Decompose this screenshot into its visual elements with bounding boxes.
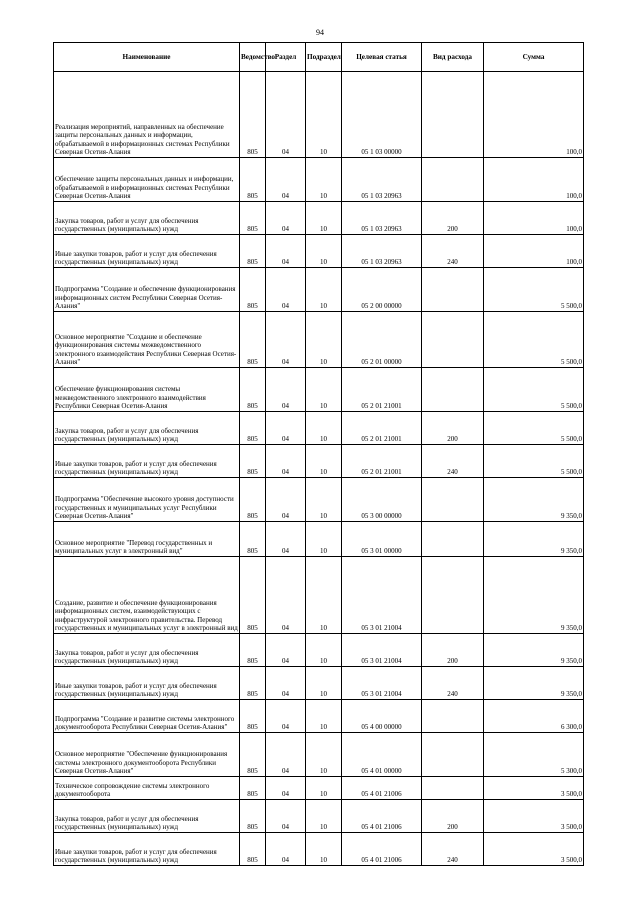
table-row <box>54 268 584 312</box>
cell-expense-type <box>422 368 484 412</box>
cell-subsection: 10 <box>306 235 342 268</box>
cell-expense-type <box>422 733 484 777</box>
cell-name: Техническое сопровождение системы электронного документооборота <box>54 777 240 800</box>
cell-department: 805 <box>240 368 266 412</box>
cell-target-article: 05 1 03 20963 <box>342 202 422 235</box>
budget-table <box>53 42 584 866</box>
table-row <box>54 833 584 866</box>
cell-section: 04 <box>266 72 306 158</box>
cell-target-article: 05 1 03 20963 <box>342 158 422 202</box>
cell-amount: 9 350,0 <box>484 634 584 667</box>
table-row <box>54 158 584 202</box>
cell-amount: 100,0 <box>484 202 584 235</box>
cell-name: Основное мероприятие "Обеспечение функционирования системы электронного документооборота Республики Северная Осетия-Алания" <box>54 733 240 777</box>
header-subsection: Подраздел <box>306 43 342 72</box>
table-row <box>54 667 584 700</box>
cell-name: Иные закупки товаров, работ и услуг для обеспечения государственных (муниципальных) нужд <box>54 235 240 268</box>
cell-expense-type <box>422 158 484 202</box>
cell-amount: 5 300,0 <box>484 733 584 777</box>
cell-subsection: 10 <box>306 522 342 557</box>
table-row <box>54 733 584 777</box>
cell-department: 805 <box>240 700 266 733</box>
cell-department: 805 <box>240 445 266 478</box>
cell-name: Иные закупки товаров, работ и услуг для обеспечения государственных (муниципальных) нужд <box>54 833 240 866</box>
cell-section: 04 <box>266 667 306 700</box>
cell-expense-type <box>422 777 484 800</box>
cell-target-article: 05 1 03 00000 <box>342 72 422 158</box>
cell-subsection: 10 <box>306 800 342 833</box>
table-row <box>54 368 584 412</box>
header-expense-type: Вид расхода <box>422 43 484 72</box>
table-header-row <box>54 43 584 72</box>
cell-section: 04 <box>266 777 306 800</box>
cell-department: 805 <box>240 667 266 700</box>
cell-expense-type <box>422 522 484 557</box>
cell-section: 04 <box>266 478 306 522</box>
cell-target-article: 05 2 01 00000 <box>342 312 422 368</box>
cell-subsection: 10 <box>306 733 342 777</box>
cell-expense-type <box>422 312 484 368</box>
cell-section: 04 <box>266 700 306 733</box>
cell-name: Закупка товаров, работ и услуг для обеспечения государственных (муниципальных) нужд <box>54 412 240 445</box>
cell-amount: 100,0 <box>484 72 584 158</box>
cell-department: 805 <box>240 833 266 866</box>
cell-department: 805 <box>240 72 266 158</box>
table-row <box>54 478 584 522</box>
cell-section: 04 <box>266 733 306 777</box>
table-row <box>54 445 584 478</box>
cell-expense-type: 240 <box>422 235 484 268</box>
cell-section: 04 <box>266 445 306 478</box>
cell-name: Создание, развитие и обеспечение функционирования информационных систем, взаимодействующих с инфраструктурой электронного правительства. Перевод государственных и муниципальных услуг в электронный вид <box>54 557 240 634</box>
cell-section: 04 <box>266 235 306 268</box>
header-amount: Сумма <box>484 43 584 72</box>
cell-amount: 5 500,0 <box>484 312 584 368</box>
cell-subsection: 10 <box>306 412 342 445</box>
cell-expense-type: 200 <box>422 634 484 667</box>
cell-amount: 3 500,0 <box>484 800 584 833</box>
cell-department: 805 <box>240 268 266 312</box>
table-row <box>54 800 584 833</box>
cell-amount: 100,0 <box>484 158 584 202</box>
table-row <box>54 777 584 800</box>
cell-expense-type: 240 <box>422 833 484 866</box>
table-row <box>54 522 584 557</box>
cell-target-article: 05 4 01 21006 <box>342 833 422 866</box>
cell-department: 805 <box>240 202 266 235</box>
cell-subsection: 10 <box>306 158 342 202</box>
cell-name: Обеспечение защиты персональных данных и информации, обрабатываемой в информационных системах Республики Северная Осетия-Алания <box>54 158 240 202</box>
cell-name: Закупка товаров, работ и услуг для обеспечения государственных (муниципальных) нужд <box>54 634 240 667</box>
cell-section: 04 <box>266 833 306 866</box>
cell-target-article: 05 3 01 21004 <box>342 557 422 634</box>
cell-subsection: 10 <box>306 268 342 312</box>
cell-subsection: 10 <box>306 557 342 634</box>
cell-subsection: 10 <box>306 312 342 368</box>
cell-expense-type <box>422 268 484 312</box>
table-row <box>54 557 584 634</box>
cell-target-article: 05 3 01 00000 <box>342 522 422 557</box>
cell-section: 04 <box>266 268 306 312</box>
cell-amount: 9 350,0 <box>484 667 584 700</box>
cell-department: 805 <box>240 522 266 557</box>
cell-subsection: 10 <box>306 368 342 412</box>
table-row <box>54 72 584 158</box>
cell-expense-type <box>422 557 484 634</box>
cell-expense-type: 200 <box>422 412 484 445</box>
cell-section: 04 <box>266 634 306 667</box>
cell-expense-type: 200 <box>422 800 484 833</box>
cell-name: Иные закупки товаров, работ и услуг для обеспечения государственных (муниципальных) нужд <box>54 667 240 700</box>
cell-target-article: 05 2 00 00000 <box>342 268 422 312</box>
cell-department: 805 <box>240 557 266 634</box>
cell-name: Подпрограмма "Создание и обеспечение функционирования информационных систем Республики Северная Осетия-Алания" <box>54 268 240 312</box>
table-row <box>54 312 584 368</box>
cell-subsection: 10 <box>306 833 342 866</box>
cell-department: 805 <box>240 777 266 800</box>
cell-subsection: 10 <box>306 667 342 700</box>
cell-target-article: 05 3 01 21004 <box>342 667 422 700</box>
cell-subsection: 10 <box>306 72 342 158</box>
cell-section: 04 <box>266 412 306 445</box>
cell-section: 04 <box>266 202 306 235</box>
cell-expense-type: 200 <box>422 202 484 235</box>
cell-section: 04 <box>266 368 306 412</box>
table-row <box>54 634 584 667</box>
cell-section: 04 <box>266 312 306 368</box>
cell-amount: 9 350,0 <box>484 478 584 522</box>
cell-expense-type <box>422 478 484 522</box>
cell-name: Обеспечение функционирования системы межведомственного электронного взаимодействия Республики Северная Осетия-Алания <box>54 368 240 412</box>
cell-subsection: 10 <box>306 634 342 667</box>
cell-subsection: 10 <box>306 700 342 733</box>
cell-amount: 5 500,0 <box>484 445 584 478</box>
cell-target-article: 05 1 03 20963 <box>342 235 422 268</box>
cell-amount: 9 350,0 <box>484 557 584 634</box>
cell-amount: 5 500,0 <box>484 268 584 312</box>
cell-target-article: 05 4 01 21006 <box>342 800 422 833</box>
table-row <box>54 202 584 235</box>
table-row <box>54 235 584 268</box>
cell-department: 805 <box>240 733 266 777</box>
cell-expense-type <box>422 72 484 158</box>
cell-amount: 9 350,0 <box>484 522 584 557</box>
cell-subsection: 10 <box>306 202 342 235</box>
cell-target-article: 05 2 01 21001 <box>342 445 422 478</box>
cell-expense-type <box>422 700 484 733</box>
header-name: Наименование <box>54 43 240 72</box>
table-row <box>54 412 584 445</box>
cell-department: 805 <box>240 312 266 368</box>
cell-amount: 3 500,0 <box>484 833 584 866</box>
cell-department: 805 <box>240 235 266 268</box>
cell-name: Подпрограмма "Обеспечение высокого уровня доступности государственных и муниципальных услуг Республики Северная Осетия-Алания" <box>54 478 240 522</box>
cell-section: 04 <box>266 800 306 833</box>
cell-target-article: 05 2 01 21001 <box>342 412 422 445</box>
header-target-article: Целевая статья <box>342 43 422 72</box>
cell-department: 805 <box>240 800 266 833</box>
cell-section: 04 <box>266 158 306 202</box>
cell-subsection: 10 <box>306 777 342 800</box>
cell-section: 04 <box>266 522 306 557</box>
header-department: Ведомство <box>240 43 266 72</box>
cell-target-article: 05 4 01 00000 <box>342 733 422 777</box>
cell-name: Основное мероприятие "Создание и обеспечение функционирования системы межведомственного электронного взаимодействия Республики Северная Осетия-Алания" <box>54 312 240 368</box>
cell-department: 805 <box>240 478 266 522</box>
cell-subsection: 10 <box>306 445 342 478</box>
cell-section: 04 <box>266 557 306 634</box>
cell-department: 805 <box>240 158 266 202</box>
cell-amount: 6 300,0 <box>484 700 584 733</box>
cell-subsection: 10 <box>306 478 342 522</box>
cell-name: Закупка товаров, работ и услуг для обеспечения государственных (муниципальных) нужд <box>54 202 240 235</box>
cell-target-article: 05 2 01 21001 <box>342 368 422 412</box>
cell-expense-type: 240 <box>422 667 484 700</box>
cell-name: Закупка товаров, работ и услуг для обеспечения государственных (муниципальных) нужд <box>54 800 240 833</box>
table-row <box>54 700 584 733</box>
cell-name: Реализация мероприятий, направленных на обеспечение защиты персональных данных и информации, обрабатываемой в информационных системах Республики Северная Осетия-Алания <box>54 72 240 158</box>
cell-department: 805 <box>240 634 266 667</box>
cell-amount: 5 500,0 <box>484 368 584 412</box>
cell-department: 805 <box>240 412 266 445</box>
cell-target-article: 05 3 01 21004 <box>342 634 422 667</box>
cell-name: Иные закупки товаров, работ и услуг для обеспечения государственных (муниципальных) нужд <box>54 445 240 478</box>
cell-amount: 100,0 <box>484 235 584 268</box>
cell-expense-type: 240 <box>422 445 484 478</box>
cell-target-article: 05 4 00 00000 <box>342 700 422 733</box>
cell-target-article: 05 4 01 21006 <box>342 777 422 800</box>
cell-target-article: 05 3 00 00000 <box>342 478 422 522</box>
cell-name: Основное мероприятие "Перевод государственных и муниципальных услуг в электронный вид" <box>54 522 240 557</box>
cell-amount: 3 500,0 <box>484 777 584 800</box>
header-section: Раздел <box>266 43 306 72</box>
cell-name: Подпрограмма "Создание и развитие системы электронного документооборота Республики Северная Осетия-Алания" <box>54 700 240 733</box>
cell-amount: 5 500,0 <box>484 412 584 445</box>
page-number: 94 <box>316 28 324 37</box>
